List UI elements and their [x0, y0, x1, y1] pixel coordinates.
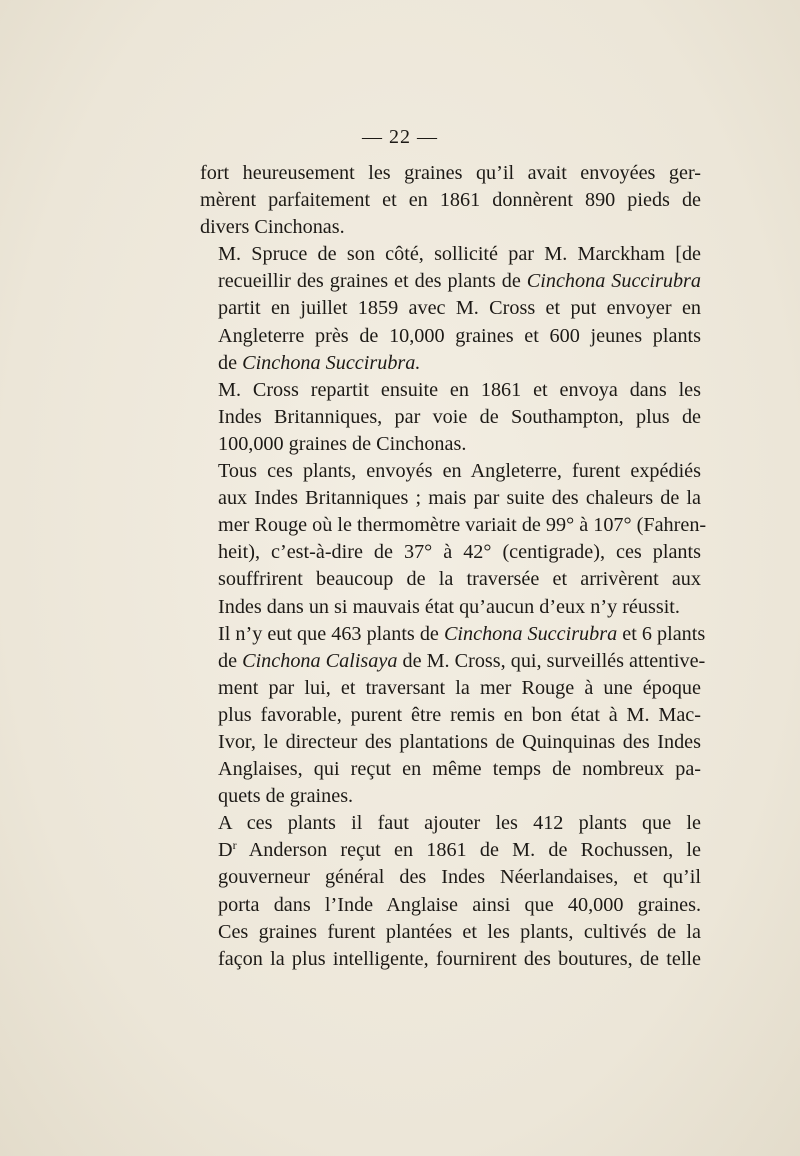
- text-line: Ces graines furent plantées et les plants, cultivés de la: [218, 920, 701, 943]
- text-line: gouverneur général des Indes Néerlandaises, et qu’il: [218, 866, 701, 889]
- text-line: souffrirent beaucoup de la traversée et arrivèrent aux: [218, 568, 701, 591]
- text-line: A ces plants il faut ajouter les 412 plants que le: [218, 812, 701, 835]
- text-line: M. Cross repartit ensuite en 1861 et envoya dans les: [218, 378, 701, 401]
- text-line: façon la plus intelligente, fournirent des boutures, de telle: [218, 947, 701, 970]
- text-line: 100,000 graines de Cinchonas.: [218, 432, 467, 455]
- page-number: — 22 —: [362, 126, 438, 148]
- text-line: ment par lui, et traversant la mer Rouge à une époque: [218, 676, 701, 699]
- text-line: divers Cinchonas.: [200, 216, 345, 239]
- text-line: fort heureusement les graines qu’il avait envoyées ger-: [200, 162, 701, 184]
- body-text: [200, 160, 707, 973]
- text-line: Indes dans un si mauvais état qu’aucun d’eux n’y réussit.: [218, 595, 680, 618]
- text-line: Anglaises, qui reçut en même temps de nombreux pa-: [218, 758, 701, 781]
- text-line: Tous ces plants, envoyés en Angleterre, furent expédiés: [218, 460, 701, 483]
- text-line: heit), c’est-à-dire de 37° à 42° (centigrade), ces plants: [218, 541, 701, 564]
- text-line: mèrent parfaitement et en 1861 donnèrent 890 pieds de: [200, 189, 701, 212]
- text-line: quets de graines.: [218, 785, 354, 808]
- paragraph: [200, 377, 701, 458]
- text-line: de Cinchona Calisaya de M. Cross, qui, surveillés attentive-: [218, 649, 706, 672]
- text-line: plus favorable, purent être remis en bon état à M. Mac-: [218, 703, 701, 726]
- text-line: $D^r$ Anderson reçut en 1861 de M. de Rochussen, le: [218, 838, 701, 862]
- paragraph: [200, 810, 701, 973]
- paragraph: [200, 621, 706, 811]
- text-line: partit en juillet 1859 avec M. Cross et put envoyer en: [218, 297, 701, 320]
- text-line: recueillir des graines et des plants de Cinchona Succirubra: [218, 270, 701, 293]
- text-line: de Cinchona Succirubra.: [218, 351, 421, 374]
- text-line: Angleterre près de 10,000 graines et 600 jeunes plants: [218, 324, 701, 347]
- text-line: M. Spruce de son côté, sollicité par M. Marckham [de: [218, 243, 701, 266]
- text-line: aux Indes Britanniques ; mais par suite des chaleurs de la: [218, 487, 701, 510]
- paragraph: [200, 160, 701, 241]
- text-line: porta dans l’Inde Anglaise ainsi que 40,000 graines.: [218, 893, 701, 916]
- paragraph: [200, 458, 707, 621]
- text-line: Indes Britanniques, par voie de Southampton, plus de: [218, 405, 701, 428]
- text-line: Ivor, le directeur des plantations de Quinquinas des Indes: [218, 730, 701, 753]
- paragraph: [200, 241, 701, 376]
- text-line: Il n’y eut que 463 plants de Cinchona Succirubra et 6 plants: [218, 622, 706, 645]
- text-line: mer Rouge où le thermomètre variait de 99° à 107° (Fahren-: [218, 514, 707, 537]
